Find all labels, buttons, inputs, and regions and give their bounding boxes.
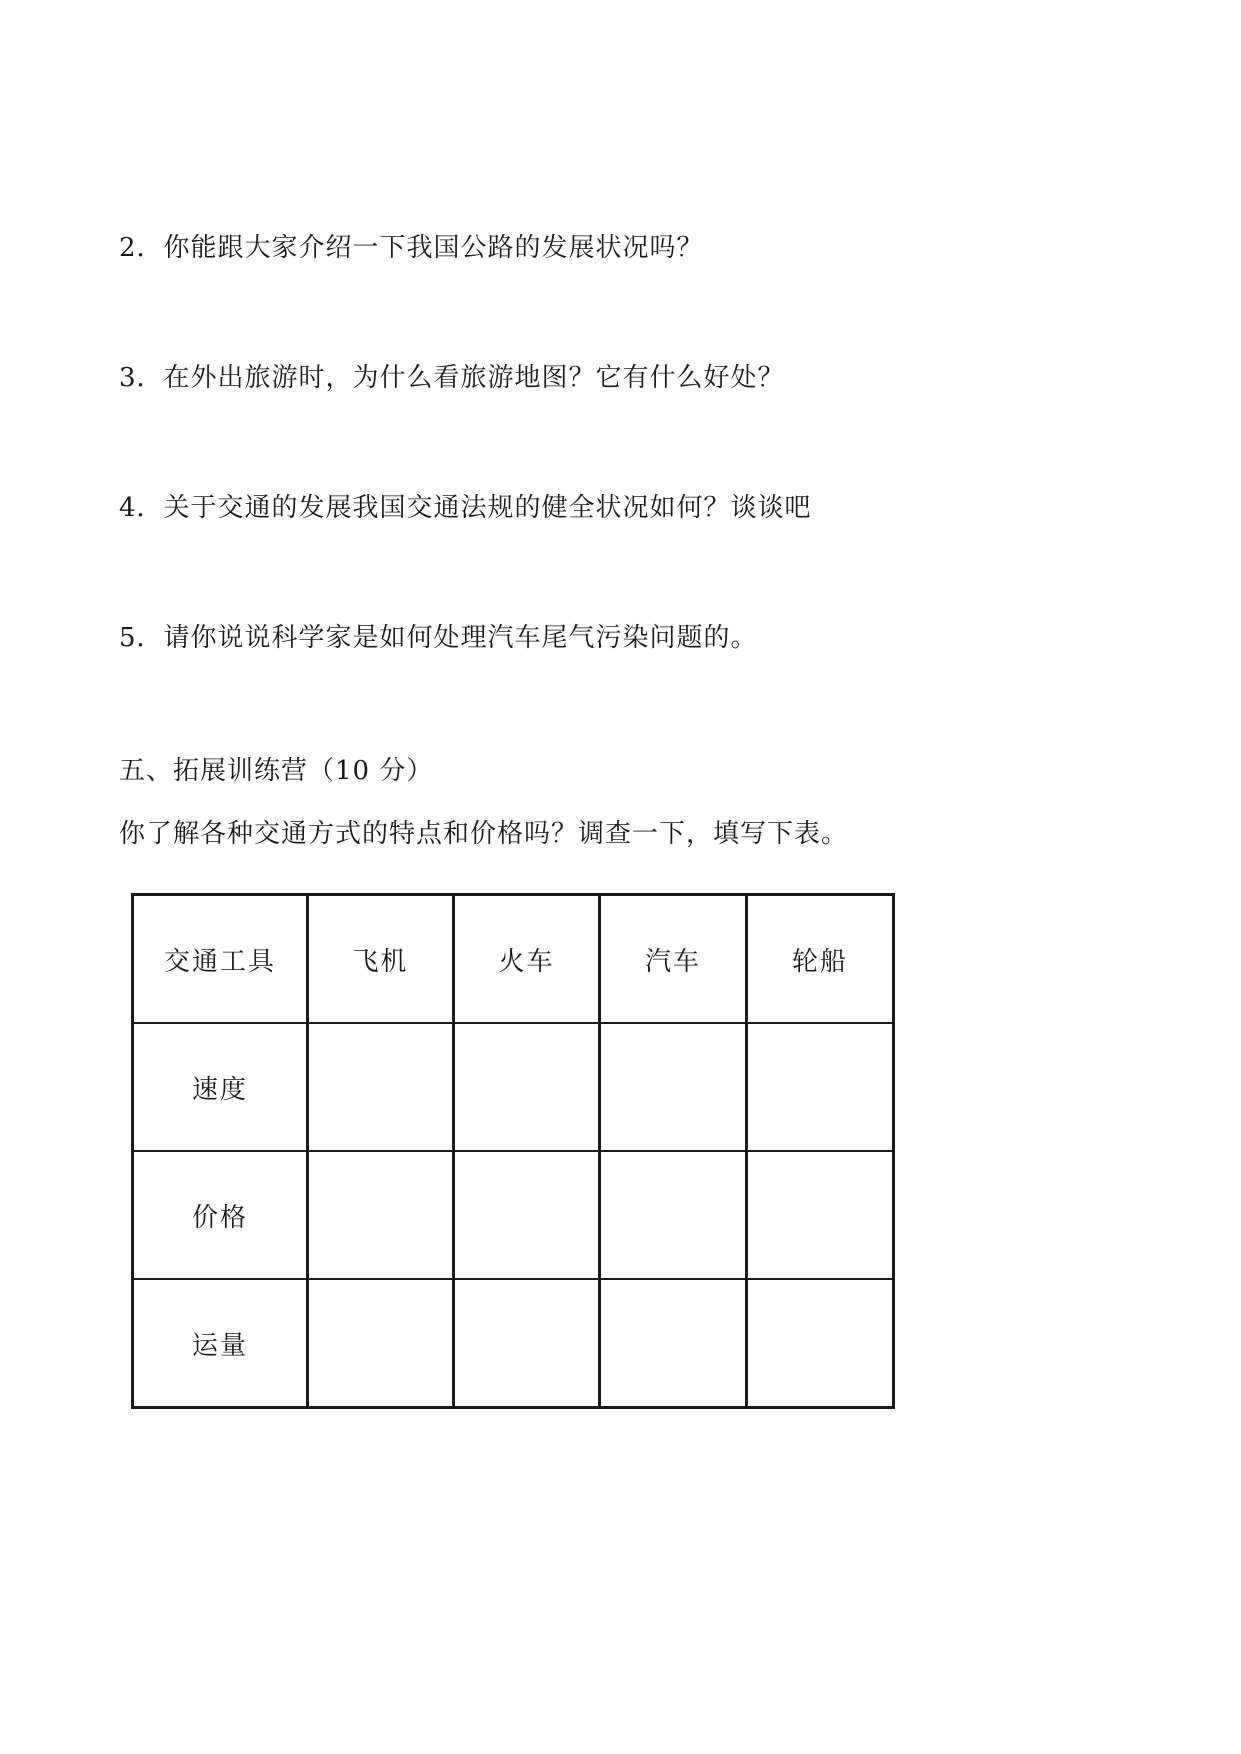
section-5-title: 五、拓展训练营（10 分） [119, 756, 434, 786]
row-label-price: 价格 [133, 1151, 308, 1279]
transport-survey-table [131, 893, 892, 1409]
answer-cell[interactable] [454, 1023, 600, 1151]
question-number: 3． [119, 363, 164, 393]
table-row [133, 1151, 894, 1279]
answer-cell[interactable] [308, 1279, 454, 1408]
row-label-capacity: 运量 [133, 1279, 308, 1408]
answer-cell[interactable] [747, 1023, 894, 1151]
header-cell-airplane: 飞机 [308, 895, 454, 1024]
answer-cell[interactable] [454, 1279, 600, 1408]
question-text: 请你说说科学家是如何处理汽车尾气污染问题的。 [163, 623, 758, 653]
question-text: 在外出旅游时，为什么看旅游地图？它有什么好处？ [163, 363, 785, 393]
answer-cell[interactable] [454, 1151, 600, 1279]
header-cell-transport: 交通工具 [133, 895, 308, 1024]
table-row [133, 1279, 894, 1408]
question-3 [119, 362, 785, 394]
answer-cell[interactable] [747, 1151, 894, 1279]
answer-cell[interactable] [308, 1023, 454, 1151]
section-5-intro: 你了解各种交通方式的特点和价格吗？调查一下，填写下表。 [119, 819, 849, 849]
question-2 [119, 232, 704, 264]
answer-cell[interactable] [600, 1279, 747, 1408]
question-number: 4． [119, 493, 164, 523]
question-number: 5． [119, 623, 164, 653]
answer-cell[interactable] [308, 1151, 454, 1279]
row-label-speed: 速度 [133, 1023, 308, 1151]
table-header-row [133, 895, 894, 1024]
header-cell-ship: 轮船 [747, 895, 894, 1024]
question-number: 2． [119, 233, 164, 263]
question-text: 关于交通的发展我国交通法规的健全状况如何？谈谈吧 [163, 493, 812, 523]
answer-cell[interactable] [747, 1279, 894, 1408]
header-cell-train: 火车 [454, 895, 600, 1024]
question-4 [119, 492, 812, 524]
question-5 [119, 622, 758, 654]
table-row [133, 1023, 894, 1151]
header-cell-car: 汽车 [600, 895, 747, 1024]
question-text: 你能跟大家介绍一下我国公路的发展状况吗？ [163, 233, 704, 263]
answer-cell[interactable] [600, 1151, 747, 1279]
answer-cell[interactable] [600, 1023, 747, 1151]
